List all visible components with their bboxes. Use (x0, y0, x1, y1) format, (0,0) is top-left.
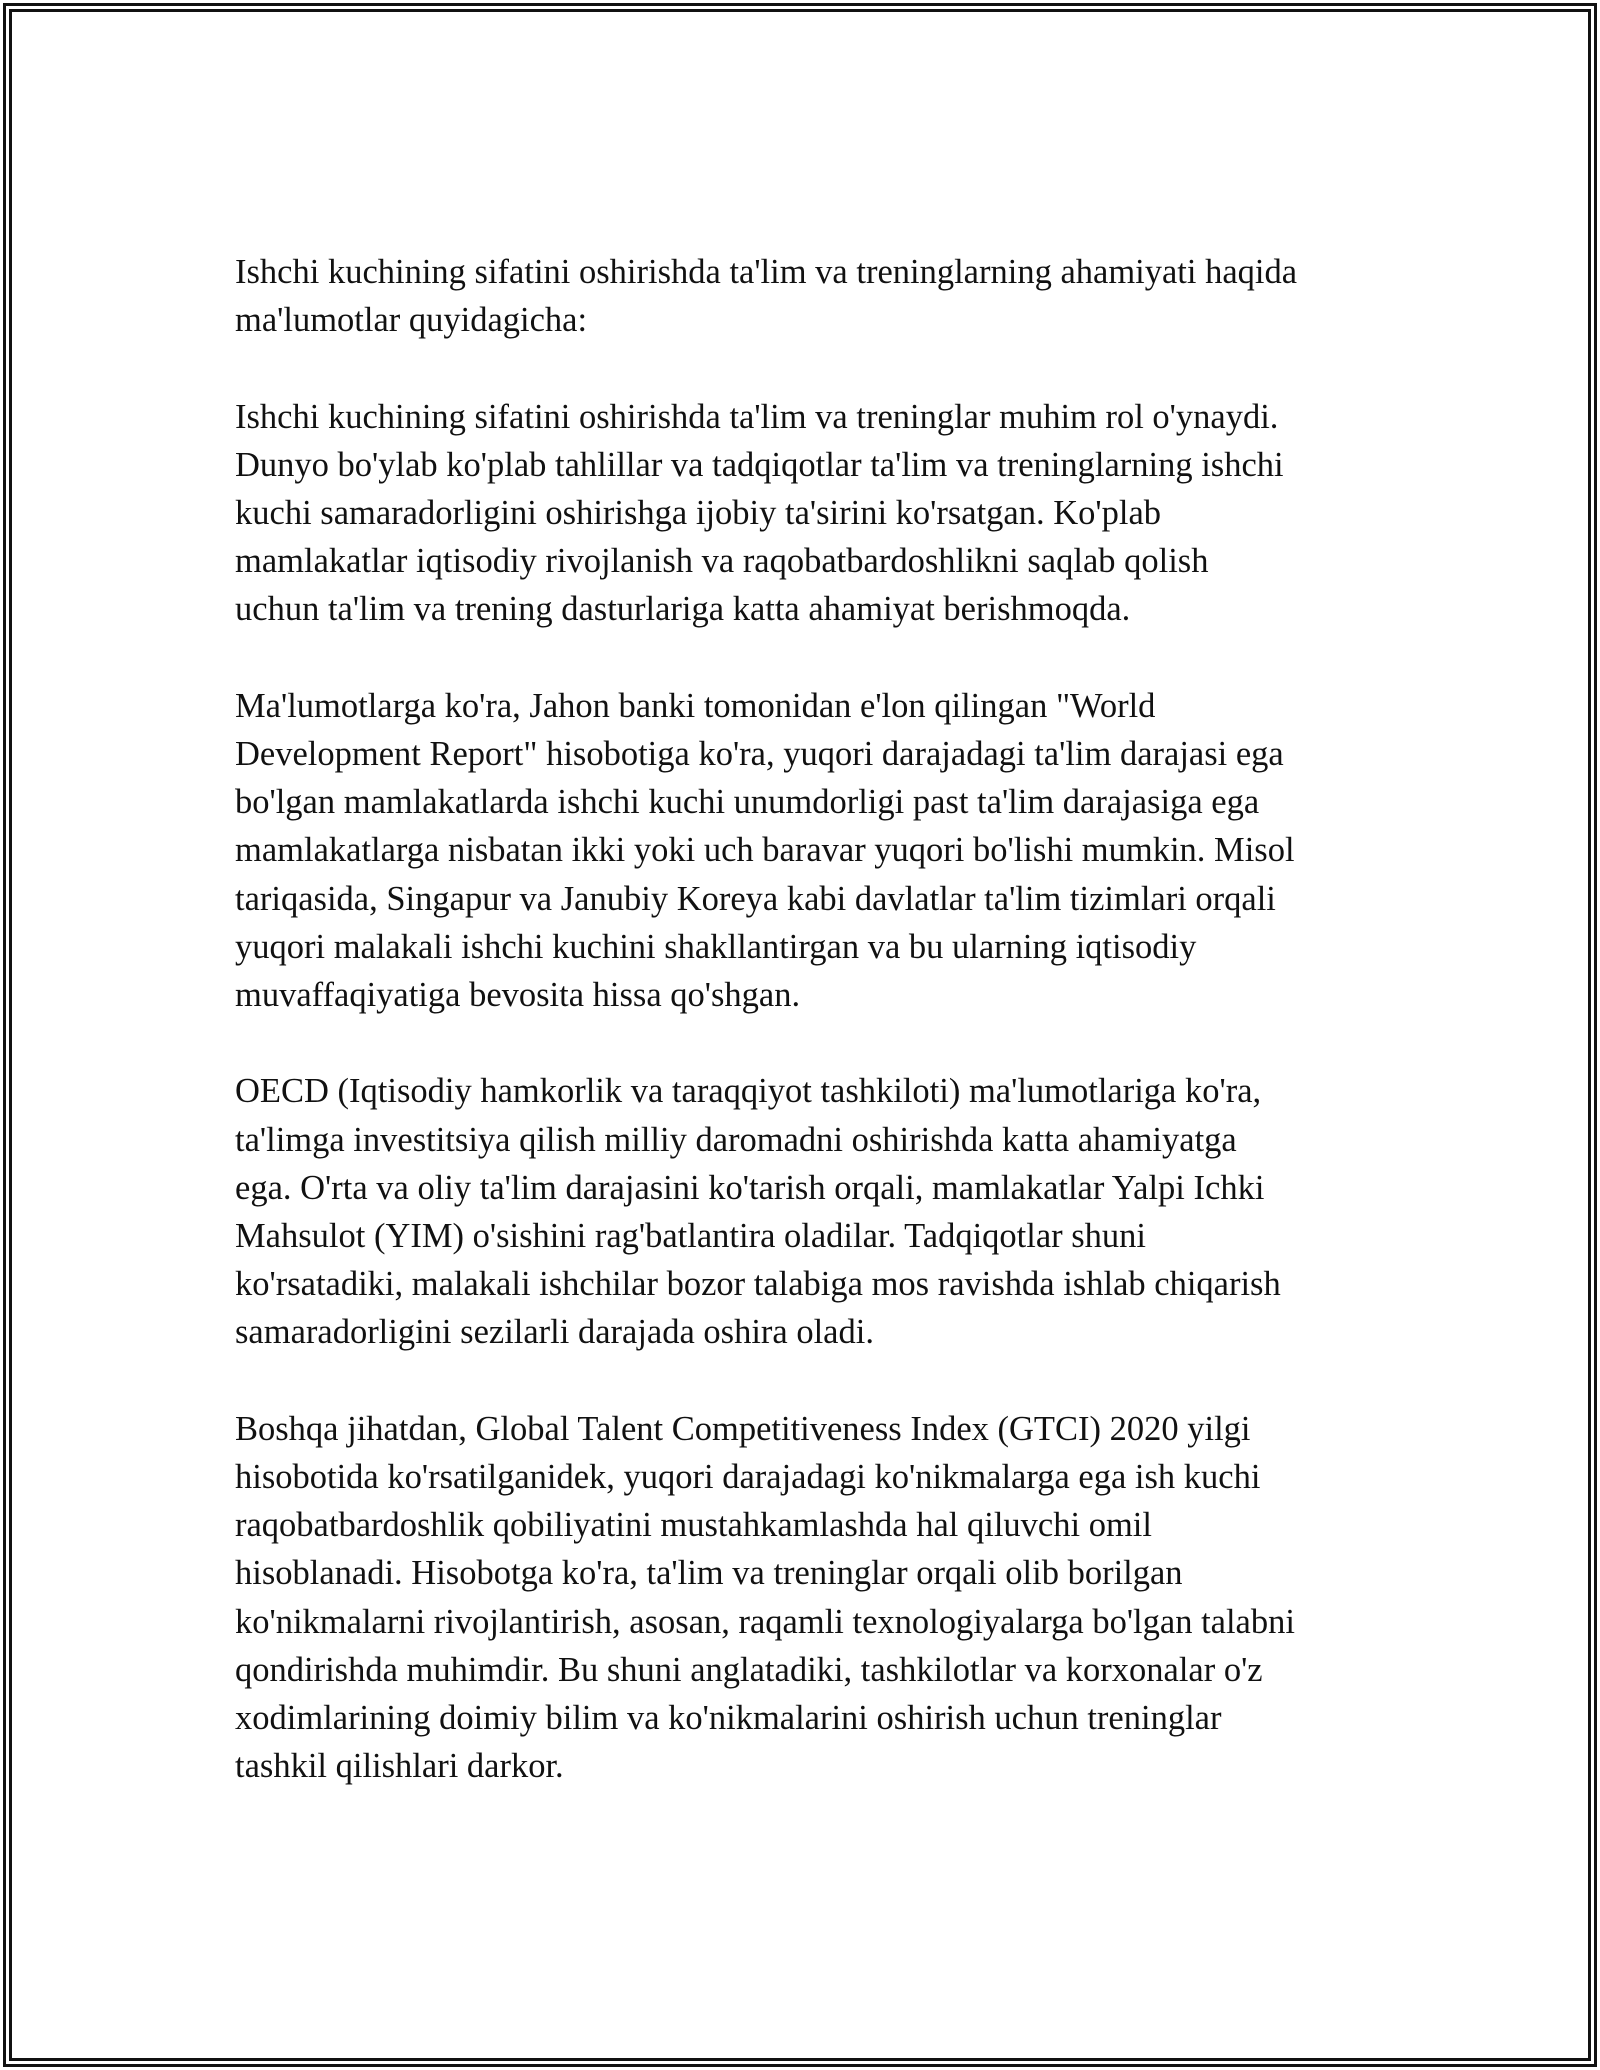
paragraph-gtci: Boshqa jihatdan, Global Talent Competitiveness Index (GTCI) 2020 yilgi hisobotida ko'rsatilganidek, yuqori darajadagi ko'nikmalarga ega ish kuchi raqobatbardoshlik qobiliyatini mustahkamlashda hal qiluvchi omil hisoblanadi. Hisobotga ko'ra, ta'lim va treninglar orqali olib borilgan ko'nikmalarni rivojlantirish, asosan, raqamli texnologiyalarga bo'lgan talabni qondirishda muhimdir. Bu shuni anglatadiki, tashkilotlar va korxonalar o'z xodimlarining doimiy bilim va ko'nikmalarini oshirish uchun treninglar tashkil qilishlari darkor. (235, 1409, 1295, 1786)
document-body (235, 248, 1385, 1839)
paragraph-world-bank: Ma'lumotlarga ko'ra, Jahon banki tomonidan e'lon qilingan "World Development Report" hisobotiga ko'ra, yuqori darajadagi ta'lim darajasi ega bo'lgan mamlakatlarda ishchi kuchi unumdorligi past ta'lim darajasiga ega mamlakatlarga nisbatan ikki yoki uch baravar yuqori bo'lishi mumkin. Misol tariqasida, Singapur va Janubiy Koreya kabi davlatlar ta'lim tizimlari orqali yuqori malakali ishchi kuchini shakllantirgan va bu ularning iqtisodiy muvaffaqiyatiga bevosita hissa qo'shgan. (235, 686, 1295, 1015)
paragraph-oecd: OECD (Iqtisodiy hamkorlik va taraqqiyot tashkiloti) ma'lumotlariga ko'ra, ta'limga investitsiya qilish milliy daromadni oshirishda katta ahamiyatga ega. O'rta va oliy ta'lim darajasini ko'tarish orqali, mamlakatlar Yalpi Ichki Mahsulot (YIM) o'sishini rag'batlantira oladilar. Tadqiqotlar shuni ko'rsatadiki, malakali ishchilar bozor talabiga mos ravishda ishlab chiqarish samaradorligini sezilarli darajada oshira oladi. (235, 1072, 1281, 1352)
paragraph-role: Ishchi kuchining sifatini oshirishda ta'lim va treninglar muhim rol o'ynaydi. Dunyo bo'ylab ko'plab tahlillar va tadqiqotlar ta'lim va treninglarning ishchi kuchi samaradorligini oshirishga ijobiy ta'sirini ko'rsatgan. Ko'plab mamlakatlar iqtisodiy rivojlanish va raqobatbardoshlikni saqlab qolish uchun ta'lim va trening dasturlariga katta ahamiyat berishmoqda. (235, 397, 1284, 629)
paragraph-intro: Ishchi kuchining sifatini oshirishda ta'lim va treninglarning ahamiyati haqida ma'lumotlar quyidagicha: (235, 253, 1298, 340)
